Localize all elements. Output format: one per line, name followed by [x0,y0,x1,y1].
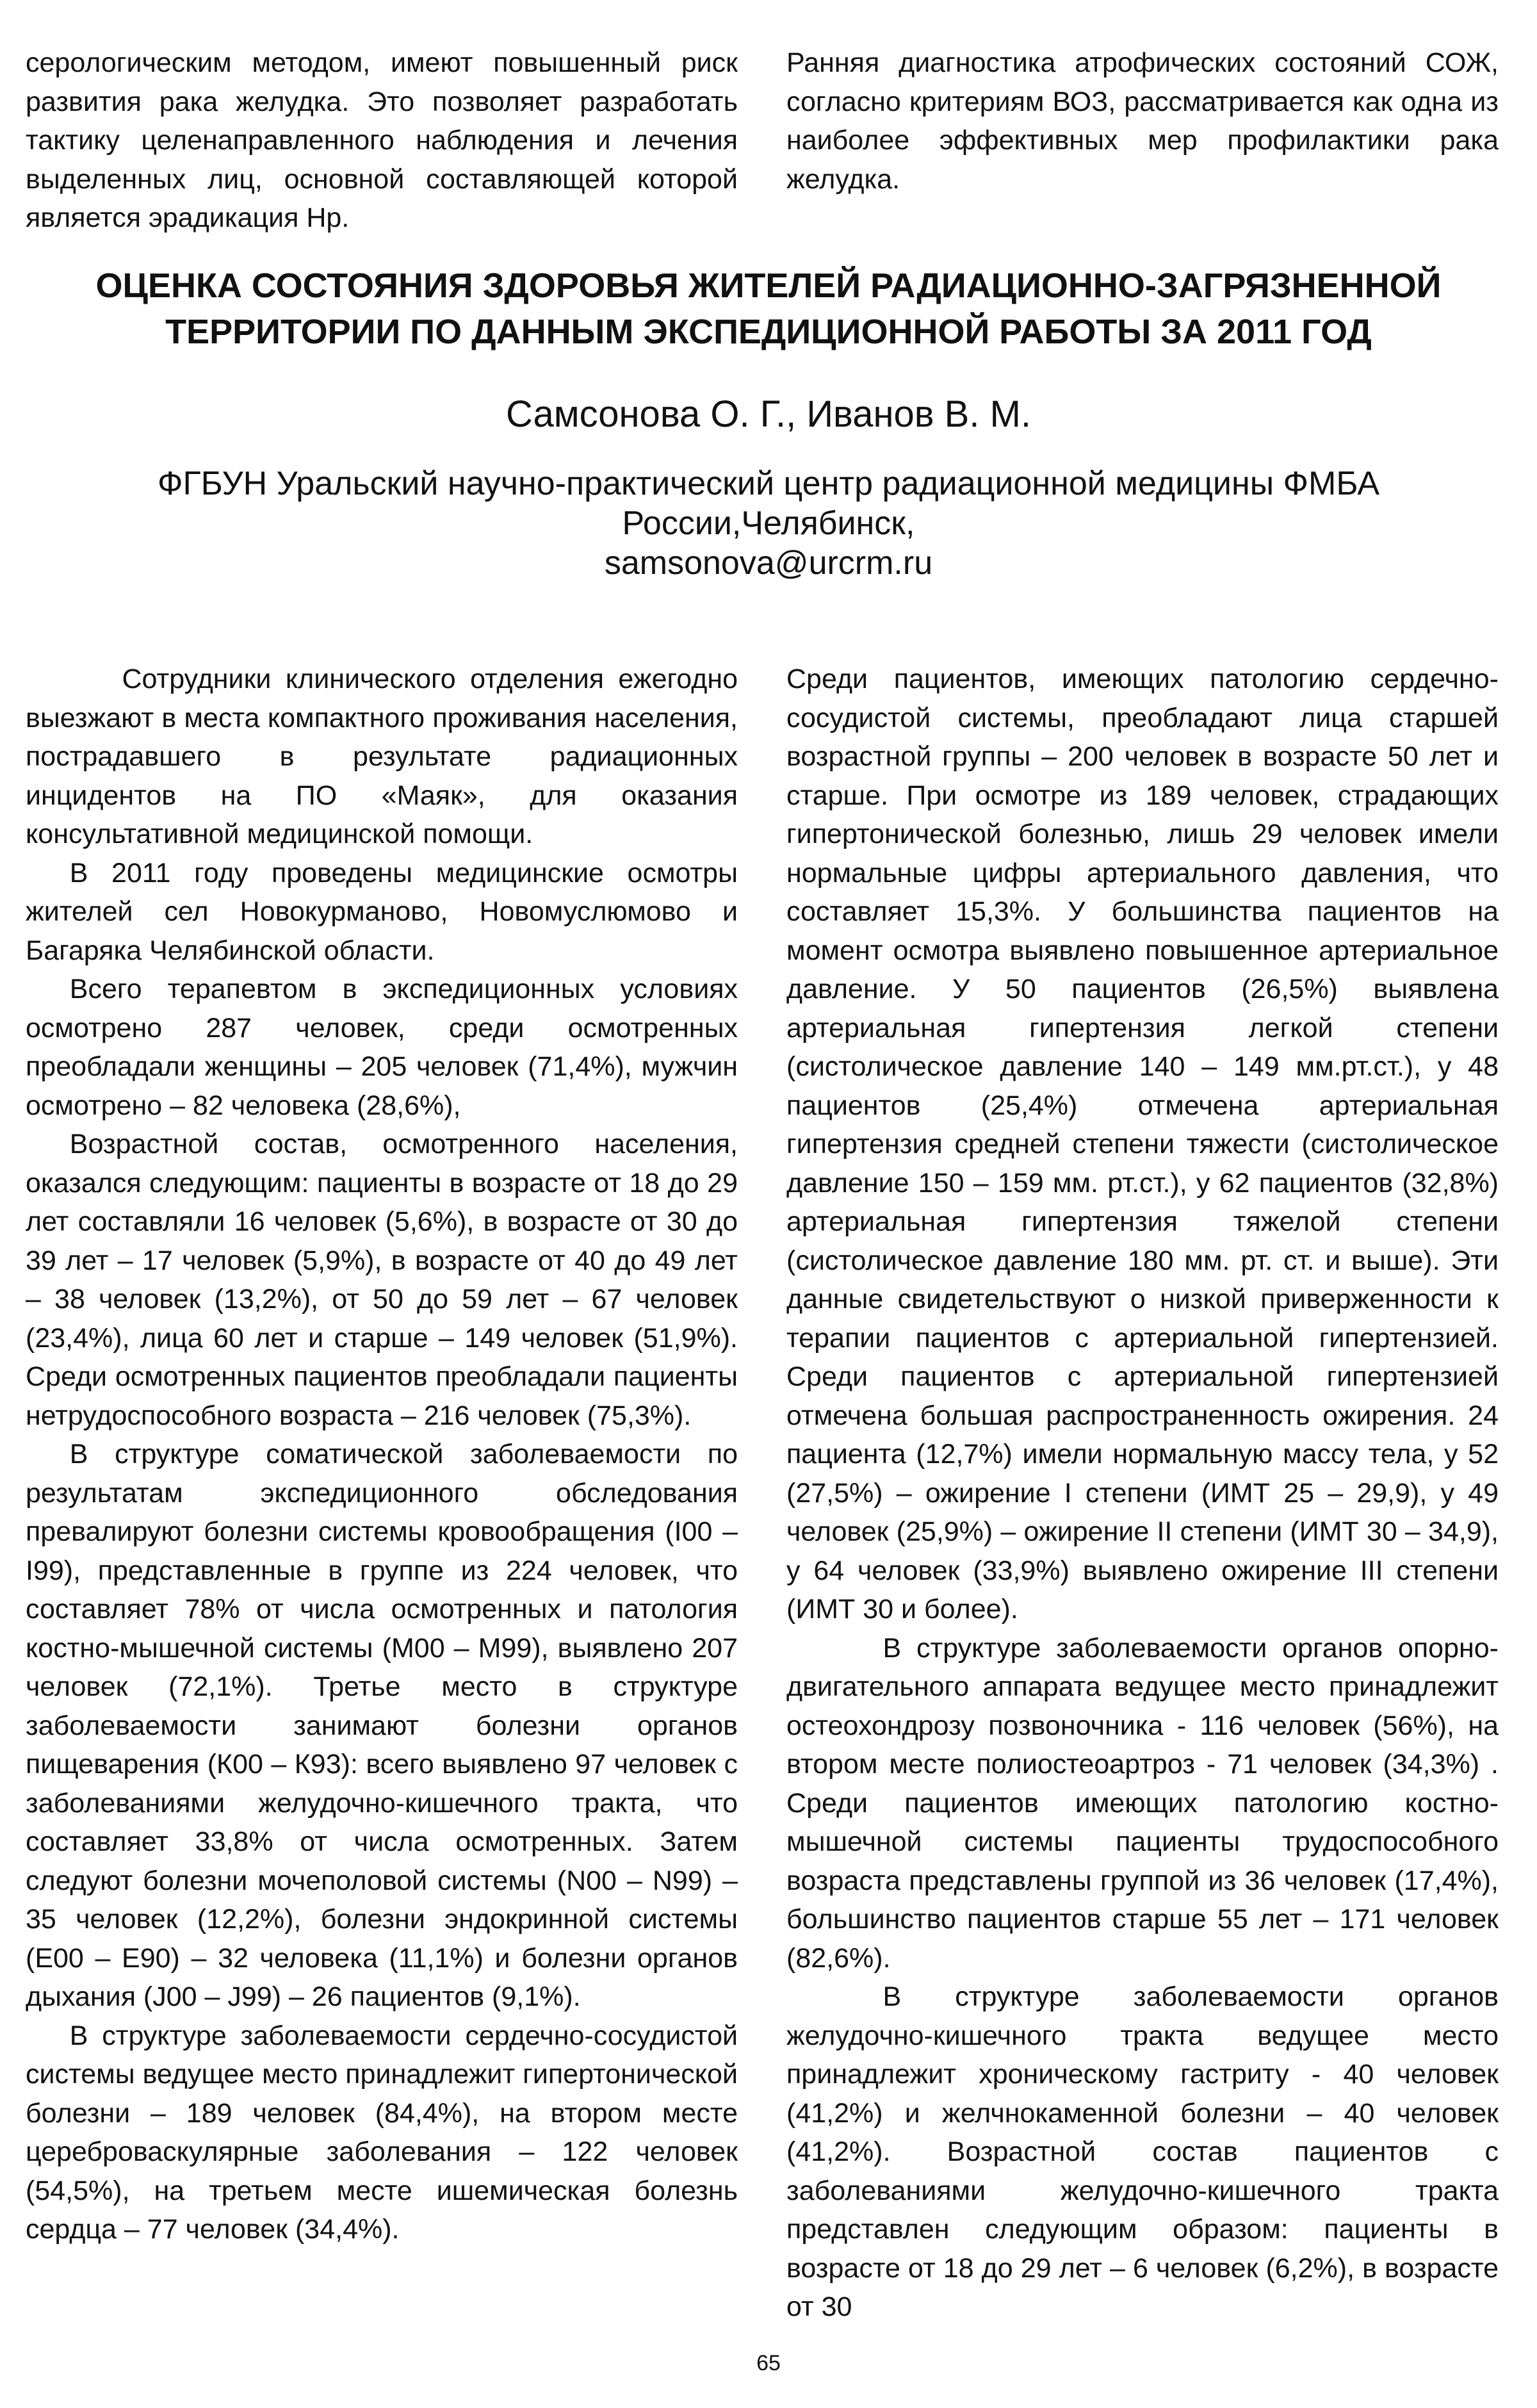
paragraph: Всего терапевтом в экспедиционных условиях осмотрено 287 человек, среди осмотренных преобладали женщины – 205 человек (71,4%), мужчин осмотрено – 82 человека (28,6%), [26,974,738,1121]
paragraph: серологическим методом, имеют повышенный риск развития рака желудка. Это позволяет разработать тактику целенаправленного наблюдения и лечения выделенных лиц, основной составляющей которой является эрадикация Нр. [26,47,738,233]
paragraph: В структуре заболеваемости сердечно-сосудистой системы ведущее место принадлежит гипертонической болезни – 189 человек (84,4%), на втором месте цереброваскулярные заболевания – 122 человек (54,5%), на третьем месте ишемическая болезнь сердца – 77 человек (34,4%). [26,2020,738,2245]
author-email: samsonova@urcrm.ru [604,545,933,582]
paragraph: Сотрудники клинического отделения ежегодно выезжают в места компактного проживания населения, пострадавшего в результате радиационных инцидентов на ПО «Маяк», для оказания консультативной медицинской помощи. [26,664,738,849]
previous-article-right-column [786,44,1499,199]
authors: Самсонова О. Г., Иванов В. М. [505,393,1032,435]
title-line: ОЦЕНКА СОСТОЯНИЯ ЗДОРОВЬЯ ЖИТЕЛЕЙ РАДИАЦИОННО-ЗАГРЯЗНЕННОЙ [95,266,1442,305]
title-line: ТЕРРИТОРИИ ПО ДАННЫМ ЭКСПЕДИЦИОННОЙ РАБОТЫ ЗА 2011 ГОД [165,313,1372,351]
affiliation-line: России,Челябинск, [622,505,915,542]
paragraph: В структуре заболеваемости органов желудочно-кишечного тракта ведущее место принадлежит хроническому гастриту - 40 человек (41,2%) и желчнокаменной болезни – 40 человек (41,2%). Возрастной состав пациентов с заболеваниями желудочно-кишечного тракта представлен следующим образом: пациенты в возрасте от 18 до 29 лет – 6 человек (6,2%), в возрасте от 30 [786,1981,1499,2322]
article-title [26,263,1511,355]
body-left-column [26,660,738,2249]
paragraph: Возрастной состав, осмотренного населения, оказался следующим: пациенты в возрасте от 18 до 29 лет составляли 16 человек (5,6%), в возрасте от 30 до 39 лет – 17 человек (5,9%), в возрасте от 40 до 49 лет – 38 человек (13,2%), от 50 до 59 лет – 67 человек (23,4%), лица 60 лет и старше – 149 человек (51,9%). Среди осмотренных пациентов преобладали пациенты нетрудоспособного возраста – 216 человек (75,3%). [26,1129,738,1431]
paragraph: Ранняя диагностика атрофических состояний СОЖ, согласно критериям ВОЗ, рассматривается как одна из наиболее эффективных мер профилактики рака желудка. [786,47,1499,195]
affiliation [26,464,1511,583]
page-number: 65 [756,2351,781,2375]
affiliation-line: ФГБУН Уральский научно-практический центр радиационной медицины ФМБА [157,465,1380,502]
paragraph: Среди пациентов, имеющих патологию сердечно-сосудистой системы, преобладают лица старшей возрастной группы – 200 человек в возрасте 50 лет и старше. При осмотре из 189 человек, страдающих гипертонической болезнью, лишь 29 человек имели нормальные цифры артериального давления, что составляет 15,3%. У большинства пациентов на момент осмотра выявлено повышенное артериальное давление. У 50 пациентов (26,5%) выявлена артериальная гипертензия легкой степени (систолическое давление 140 – 149 мм.рт.ст.), у 48 пациентов (25,4%) отмечена артериальная гипертензия средней степени тяжести (систолическое давление 150 – 159 мм. рт.ст.), у 62 пациентов (32,8%) артериальная гипертензия тяжелой степени (систолическое давление 180 мм. рт. ст. и выше). Эти данные свидетельствуют о низкой приверженности к терапии пациентов с артериальной гипертензией. Среди пациентов с артериальной гипертензией отмечена большая распространенность ожирения. 24 пациента (12,7%) имели нормальную массу тела, у 52 (27,5%) – ожирение I степени (ИМТ 25 – 29,9), у 49 человек (25,9%) – ожирение II степени (ИМТ 30 – 34,9), у 64 человек (33,9%) выявлено ожирение III степени (ИМТ 30 и более). [786,664,1499,1625]
paragraph: В структуре соматической заболеваемости по результатам экспедиционного обследования превалируют болезни системы кровообращения (I00 – I99), представленные в группе из 224 человек, что составляет 78% от числа осмотренных и патология костно-мышечной системы (М00 – М99), выявлено 207 человек (72,1%). Третье место в структуре заболеваемости занимают болезни органов пищеварения (К00 – К93): всего выявлено 97 человек с заболеваниями желудочно-кишечного тракта, что составляет 33,8% от числа осмотренных. Затем следуют болезни мочеполовой системы (N00 – N99) – 35 человек (12,2%), болезни эндокринной системы (Е00 – Е90) – 32 человека (11,1%) и болезни органов дыхания (J00 – J99) – 26 пациентов (9,1%). [26,1439,738,2012]
paragraph: В 2011 году проведены медицинские осмотры жителей сел Новокурманово, Новомуслюмово и Багаряка Челябинской области. [26,857,738,966]
paragraph: В структуре заболеваемости органов опорно-двигательного аппарата ведущее место принадлежит остеохондрозу позвоночника - 116 человек (56%), на втором месте полиостеоартроз - 71 человек (34,3%) . Среди пациентов имеющих патологию костно-мышечной системы пациенты трудоспособного возраста представлены группой из 36 человек (17,4%), большинство пациентов старше 55 лет – 171 человек (82,6%). [786,1632,1499,1974]
body-right-column [786,660,1499,2327]
previous-article-left-column [26,44,738,238]
